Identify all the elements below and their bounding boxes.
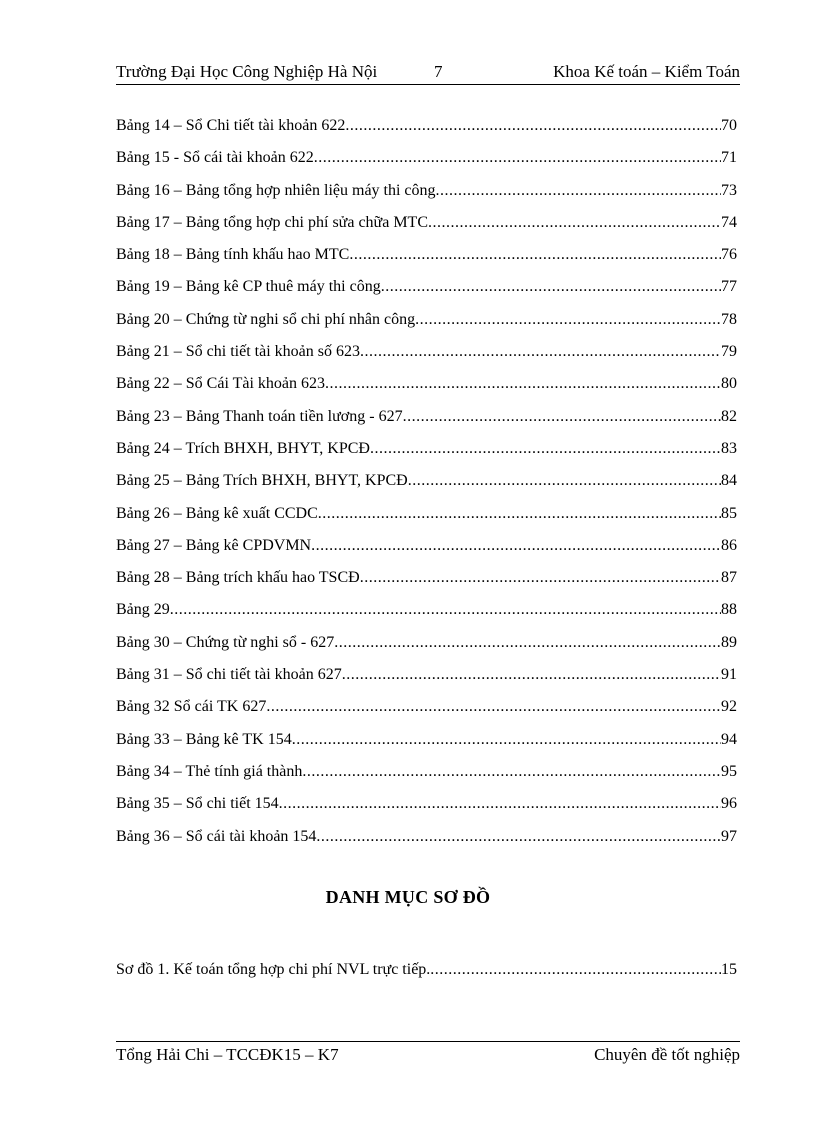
toc-leader-dots [302, 760, 721, 784]
toc-entry-page: 84 [721, 472, 737, 490]
page-header [116, 60, 740, 85]
toc-entry-page: 73 [721, 181, 737, 199]
toc-entry[interactable] [116, 631, 737, 663]
toc-leader-dots [360, 340, 721, 364]
toc-leader-dots [292, 728, 721, 752]
toc-entry-page: 87 [721, 569, 737, 587]
toc-entry-page: 96 [721, 795, 737, 813]
toc-entry-page: 79 [721, 343, 737, 361]
header-department: Khoa Kế toán – Kiểm Toán [553, 62, 740, 81]
toc-entry[interactable] [116, 663, 737, 695]
header-school-name: Trường Đại Học Công Nghiệp Hà Nội [116, 62, 378, 81]
toc-leader-dots [381, 275, 721, 299]
footer-author: Tổng Hải Chi – TCCĐK15 – K7 [116, 1045, 339, 1064]
toc-entry-page: 85 [721, 504, 737, 522]
toc-entry[interactable] [116, 695, 737, 727]
toc-entry[interactable] [116, 502, 737, 534]
toc-entry[interactable] [116, 243, 737, 275]
toc-entry-label: Bảng 30 – Chứng từ nghi sổ - 627 [116, 633, 335, 651]
toc-entry-page: 86 [721, 536, 737, 554]
toc-entry[interactable] [116, 372, 737, 404]
toc-entry[interactable] [116, 146, 737, 178]
toc-entry-label: Bảng 20 – Chứng từ nghi sổ chi phí nhân công [116, 310, 416, 328]
toc-entry-page: 70 [721, 117, 737, 134]
toc-entry-label: Bảng 22 – Sổ Cái Tài khoản 623 [116, 375, 326, 393]
toc-entry-label: Bảng 34 – Thẻ tính giá thành [116, 762, 303, 780]
header-page-number: 7 [434, 62, 443, 81]
toc-entry-page: 71 [721, 149, 737, 167]
toc-entry-label: Bảng 17 – Bảng tổng hợp chi phí sửa chữa MTC [116, 213, 428, 231]
toc-entry[interactable] [116, 958, 737, 990]
toc-leader-dots [325, 372, 721, 396]
toc-entry-label: Bảng 14 – Sổ Chi tiết tài khoản 622 [116, 117, 346, 134]
toc-entry[interactable] [116, 405, 737, 437]
toc-entry[interactable] [116, 728, 737, 760]
toc-leader-dots [345, 114, 721, 138]
toc-entry[interactable] [116, 792, 737, 824]
toc-leader-dots [342, 663, 721, 687]
toc-entry[interactable] [116, 760, 737, 792]
footer-document-type: Chuyên đề tốt nghiệp [594, 1045, 740, 1064]
toc-entry-page: 80 [721, 375, 737, 393]
toc-entry-label: Bảng 25 – Bảng Trích BHXH, BHYT, KPCĐ [116, 472, 408, 490]
toc-entry[interactable] [116, 211, 737, 243]
toc-entry-page: 76 [721, 246, 737, 264]
toc-leader-dots [170, 598, 721, 622]
toc-leader-dots [349, 243, 721, 267]
toc-entry-label: Bảng 23 – Bảng Thanh toán tiền lương - 627 [116, 407, 403, 425]
toc-entry-label: Bảng 24 – Trích BHXH, BHYT, KPCĐ [116, 439, 370, 457]
toc-leader-dots [415, 308, 721, 332]
toc-entry-label: Bảng 16 – Bảng tổng hợp nhiên liệu máy thi công [116, 181, 436, 199]
toc-entry-label: Bảng 35 – Sổ chi tiết 154 [116, 795, 279, 813]
toc-leader-dots [311, 534, 721, 558]
toc-leader-dots [316, 825, 721, 849]
toc-leader-dots [403, 405, 721, 429]
toc-leader-dots [266, 695, 721, 719]
toc-entry-page: 83 [721, 439, 737, 457]
toc-entry[interactable] [116, 598, 737, 630]
toc-entry-label: Bảng 29 [116, 601, 170, 619]
toc-leader-dots [430, 958, 721, 982]
toc-entry-page: 77 [721, 278, 737, 296]
toc-entry-page: 97 [721, 827, 737, 845]
toc-entry-page: 95 [721, 762, 737, 780]
toc-entry-page: 88 [721, 601, 737, 619]
footer-divider [116, 1041, 740, 1042]
toc-entry[interactable] [116, 469, 737, 501]
toc-entry-label: Bảng 36 – Sổ cái tài khoản 154 [116, 827, 317, 845]
toc-leader-dots [334, 631, 721, 655]
toc-entry-page: 91 [721, 666, 737, 684]
toc-entry-page: 82 [721, 407, 737, 425]
toc-entry[interactable] [116, 275, 737, 307]
toc-entry-label: Bảng 21 – Sổ chi tiết tài khoản số 623 [116, 343, 360, 361]
toc-entry-label: Bảng 19 – Bảng kê CP thuê máy thi công [116, 278, 381, 296]
toc-entry[interactable] [116, 534, 737, 566]
toc-entry[interactable] [116, 114, 737, 146]
toc-entry-page: 15 [721, 961, 737, 978]
toc-entry[interactable] [116, 566, 737, 598]
toc-entry-label: Bảng 28 – Bảng trích khấu hao TSCĐ [116, 569, 360, 587]
toc-entry-label: Bảng 26 – Bảng kê xuất CCDC [116, 504, 318, 522]
toc-entry-label: Bảng 31 – Sổ chi tiết tài khoản 627 [116, 666, 342, 684]
toc-entry-page: 78 [721, 310, 737, 328]
toc-entry[interactable] [116, 825, 737, 857]
diagrams-toc-list [116, 958, 737, 990]
toc-entry[interactable] [116, 437, 737, 469]
toc-entry-page: 74 [721, 213, 737, 231]
toc-leader-dots [370, 437, 721, 461]
toc-entry[interactable] [116, 340, 737, 372]
toc-entry[interactable] [116, 308, 737, 340]
toc-entry-label: Bảng 27 – Bảng kê CPDVMN [116, 536, 312, 554]
toc-entry-label: Sơ đồ 1. Kế toán tổng hợp chi phí NVL trực tiếp. [116, 961, 431, 978]
toc-entry-label: Bảng 15 - Sổ cái tài khoản 622 [116, 149, 314, 167]
diagrams-section-title: DANH MỤC SƠ ĐỒ [325, 887, 491, 907]
toc-entry[interactable] [116, 179, 737, 211]
toc-leader-dots [428, 211, 721, 235]
toc-leader-dots [318, 502, 721, 526]
toc-leader-dots [360, 566, 721, 590]
toc-entry-label: Bảng 33 – Bảng kê TK 154 [116, 730, 292, 748]
toc-entry-page: 89 [721, 633, 737, 651]
toc-leader-dots [314, 146, 721, 170]
toc-leader-dots [408, 469, 721, 493]
toc-leader-dots [279, 792, 721, 816]
toc-entry-label: Bảng 18 – Bảng tính khấu hao MTC [116, 246, 350, 264]
toc-entry-label: Bảng 32 Sổ cái TK 627 [116, 698, 267, 716]
tables-toc-list [116, 114, 737, 857]
toc-entry-page: 94 [721, 730, 737, 748]
toc-entry-page: 92 [721, 698, 737, 716]
toc-leader-dots [436, 179, 721, 203]
